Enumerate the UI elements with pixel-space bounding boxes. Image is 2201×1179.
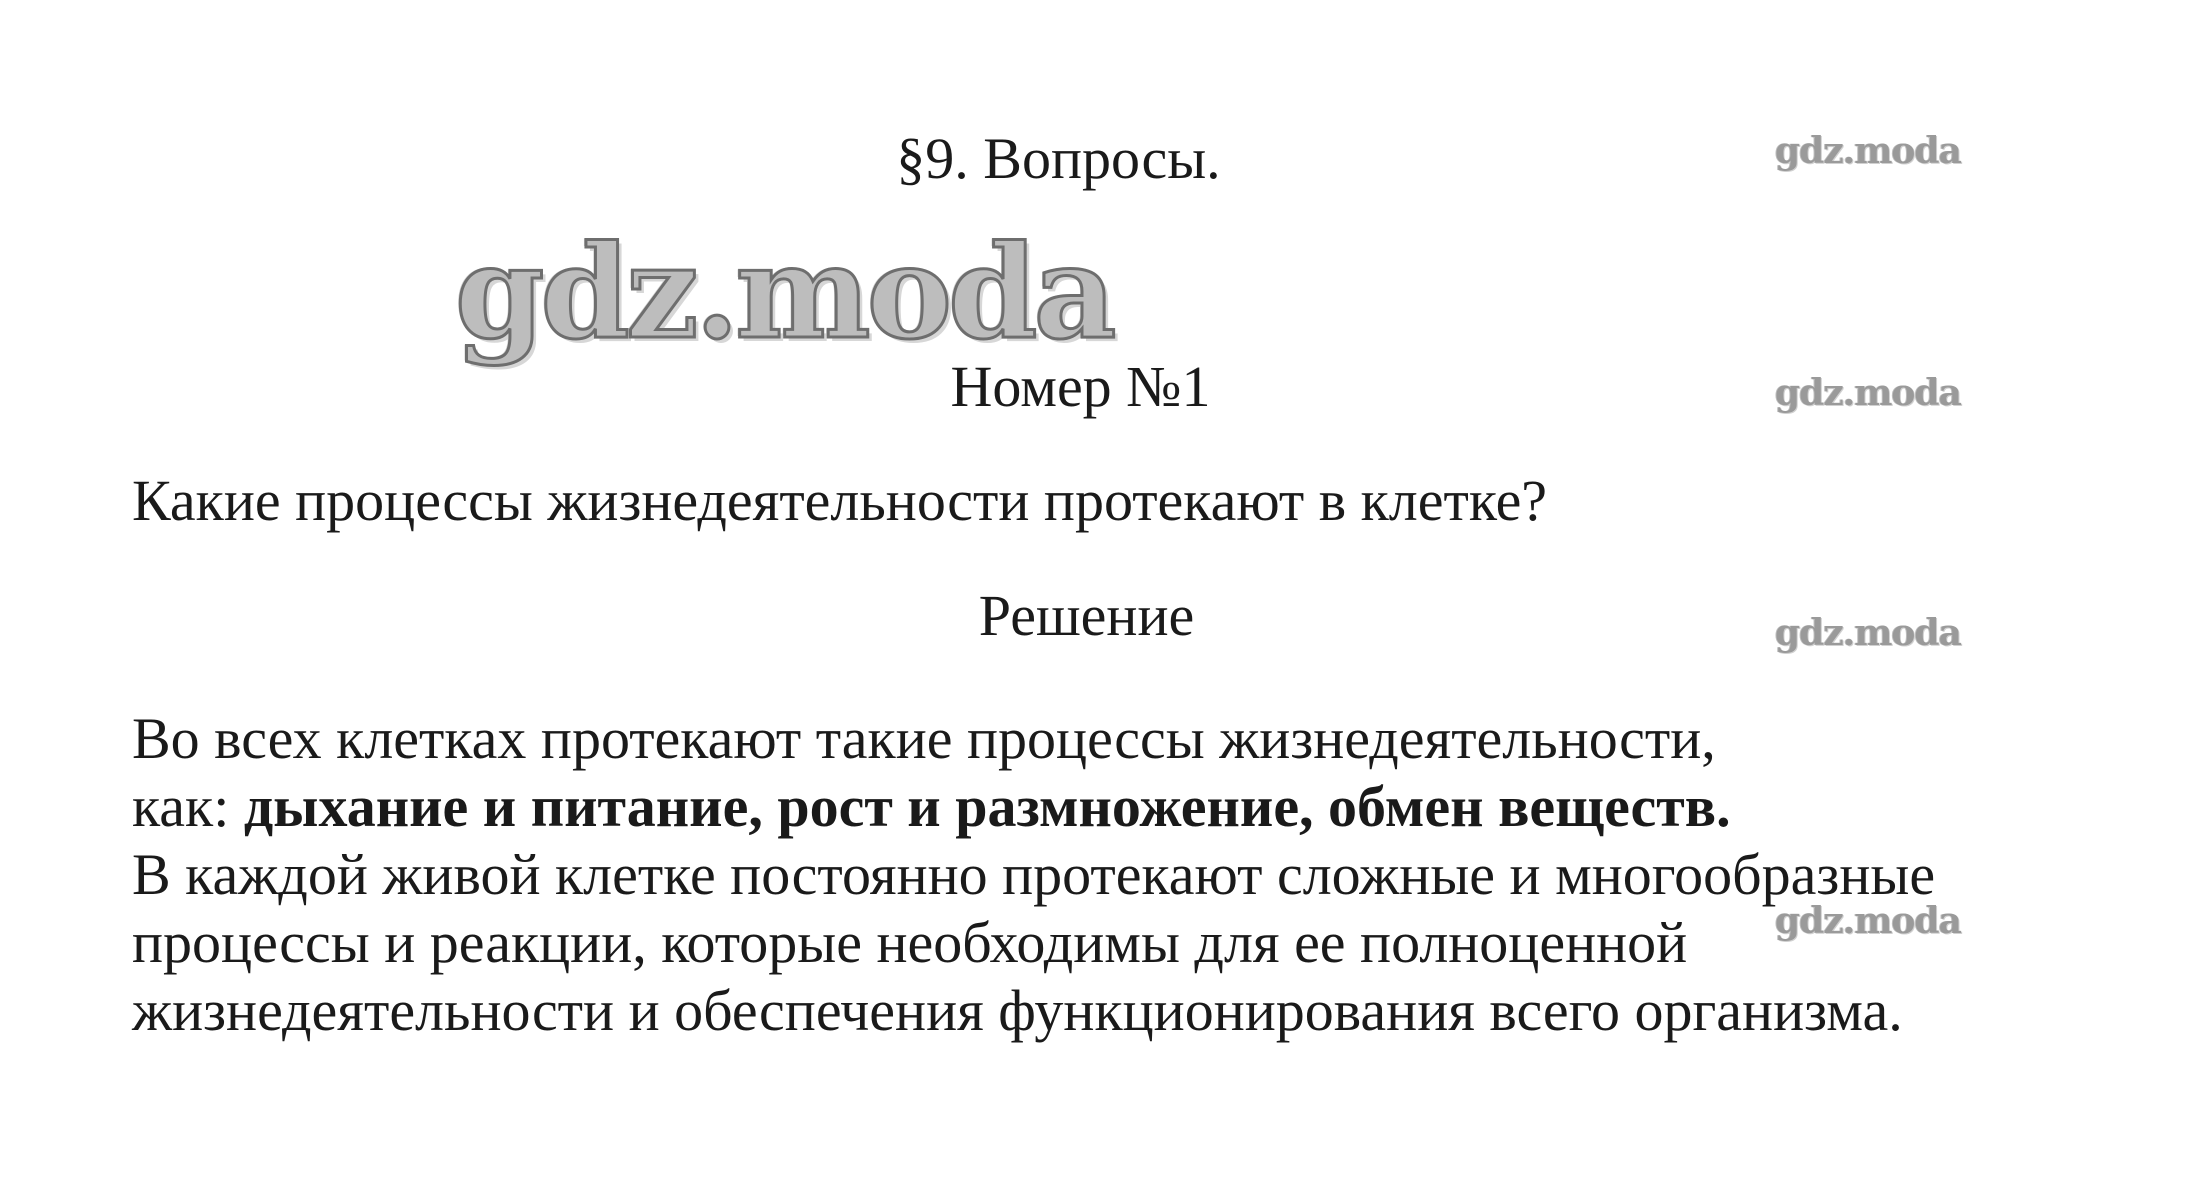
answer-line-5: жизнедеятельности и обеспечения функционирования всего организма.: [132, 978, 1903, 1043]
answer-bold-processes: дыхание и питание, рост и размножение, обмен веществ.: [243, 774, 1731, 839]
answer-text: [132, 705, 1935, 1045]
exercise-number-title: Номер №1: [950, 354, 1211, 419]
answer-line-4: процессы и реакции, которые необходимы для ее полноценной: [132, 910, 1688, 975]
answer-line-1: Во всех клетках протекают такие процессы жизнедеятельности,: [132, 706, 1716, 771]
watermark-small-3: gdz.moda: [1775, 612, 1961, 654]
question-text: Какие процессы жизнедеятельности протекают в клетке?: [132, 468, 1548, 533]
watermark-logo-large: gdz.moda: [455, 218, 1113, 368]
answer-line-2-prefix: как:: [132, 774, 244, 839]
section-title: §9. Вопросы.: [896, 126, 1221, 191]
watermark-small-1: gdz.moda: [1775, 130, 1961, 172]
watermark-small-2: gdz.moda: [1775, 372, 1961, 414]
answer-line-3: В каждой живой клетке постоянно протекают сложные и многообразные: [132, 842, 1936, 907]
answer-line-2: [132, 773, 1935, 841]
solution-title: Решение: [978, 583, 1195, 648]
watermark-small-4: gdz.moda: [1775, 900, 1961, 942]
